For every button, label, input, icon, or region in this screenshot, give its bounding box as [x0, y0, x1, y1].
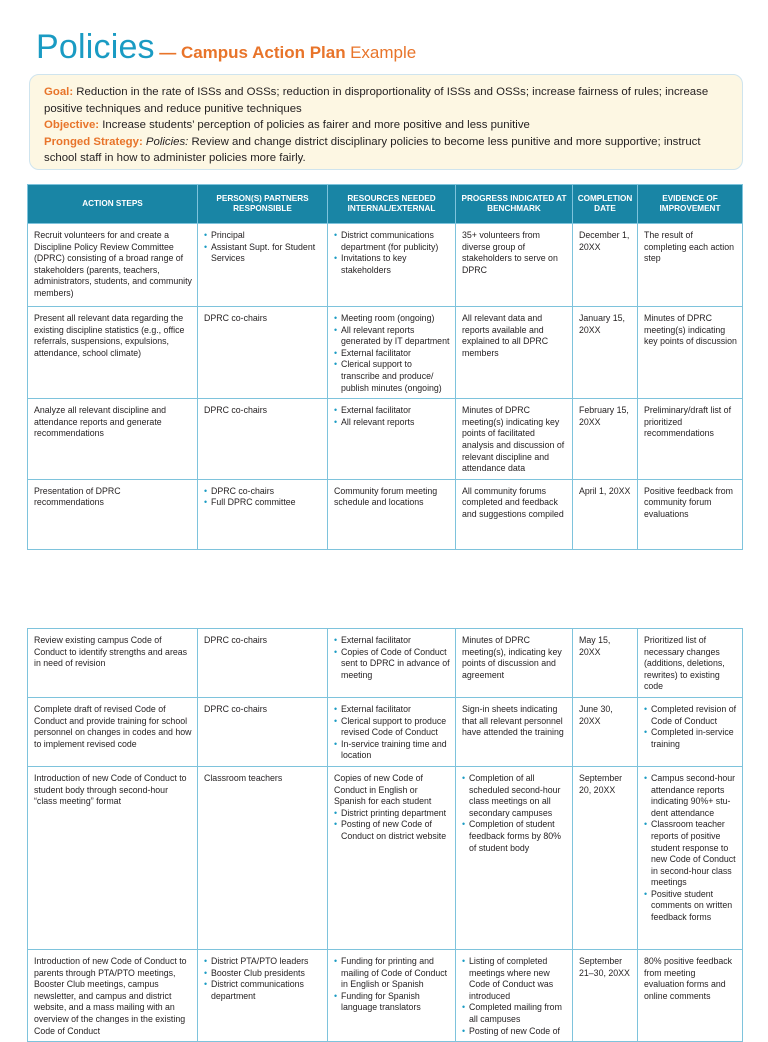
action-cell: Analyze all relevant discipline and attendance reports and generate recommendations — [28, 399, 198, 480]
goal-label: Goal: — [44, 86, 74, 98]
date-cell: September 20, 20XX — [573, 766, 638, 949]
list-item: • External facilitator — [334, 405, 450, 417]
goal-line — [44, 84, 728, 117]
persons-cell: DPRC co-chairs — [198, 697, 328, 766]
progress-cell: Minutes of DPRC meeting(s), indicating key points of discussion and agreement — [456, 629, 573, 698]
list-item: • Funding for Spanish language translators — [334, 991, 450, 1014]
list-item: • External facilitator — [334, 704, 450, 716]
list-item: • Completion of student feedback forms by 80% of student body — [462, 819, 567, 854]
persons-cell: DPRC co-chairs — [198, 629, 328, 698]
list-item: • In-service training time and location — [334, 739, 450, 762]
persons-cell: DPRC co-chairs — [198, 307, 328, 399]
persons-cell — [198, 479, 328, 549]
header-action-steps: ACTION STEPS — [28, 185, 198, 224]
action-cell: Introduction of new Code of Conduct to parents through PTA/PTO meetings, Booster Club meetings, campus newsletter, and campus and district website, and a mass mailing with an overview of the changes in the existing Code of Conduct — [28, 949, 198, 1041]
resources-cell — [328, 766, 456, 949]
date-cell: June 30, 20XX — [573, 697, 638, 766]
list-item: • Positive student comments on written feedback forms — [644, 889, 737, 924]
progress-cell: Minutes of DPRC meeting(s) indicating key points of facilitated analysis and discussion of relevant discipline and attendance data — [456, 399, 573, 480]
persons-cell — [198, 224, 328, 307]
evidence-cell: Positive feedback from community forum evaluations — [638, 479, 743, 549]
objective-text: Increase students’ perception of policies as fairer and more positive and less punitive — [102, 119, 530, 132]
table-row — [28, 949, 743, 1041]
list-item: • Completed mailing from all campuses — [462, 1002, 567, 1025]
evidence-cell: The result of completing each action step — [638, 224, 743, 307]
title-subtitle: — Campus Action Plan — [159, 43, 346, 62]
list-item: • Classroom teacher reports of positive student response to new Code of Conduct in second-hour class meetings — [644, 819, 737, 889]
action-cell: Complete draft of revised Code of Conduct and provide training for school personnel on changes in codes and how to implement revised code — [28, 697, 198, 766]
list-item: • DPRC co-chairs — [204, 486, 322, 498]
list-item: • Clerical support to produce revised Code of Conduct — [334, 716, 450, 739]
evidence-cell — [638, 697, 743, 766]
list-item: • Listing of completed meetings where new Code of Conduct was introduced — [462, 956, 567, 1002]
action-cell: Introduction of new Code of Conduct to student body through second-hour “class meeting” format — [28, 766, 198, 949]
header-completion-date: COMPLETION DATE — [573, 185, 638, 224]
date-cell: February 15, 20XX — [573, 399, 638, 480]
list-item: • Full DPRC committee — [204, 497, 322, 509]
goal-text: Reduction in the rate of ISSs and OSSs; reduction in disproportionality of ISSs and OSSs; increase fairness of rules; increase positive techniques and reduce punitive techniques — [44, 86, 709, 115]
title-main: Policies — [36, 28, 155, 66]
list-item: • Copies of Code of Conduct sent to DPRC in advance of meeting — [334, 647, 450, 682]
goal-summary-box — [29, 74, 743, 170]
table-row — [28, 697, 743, 766]
evidence-cell: 80% positive feedback from meeting evaluation forms and online comments — [638, 949, 743, 1041]
list-item: • Clerical support to transcribe and produce/ publish minutes (ongoing) — [334, 359, 450, 394]
date-cell: May 15, 20XX — [573, 629, 638, 698]
list-item: • Campus second-hour attendance reports indicating 90%+ stu-dent attendance — [644, 773, 737, 819]
table-row — [28, 224, 743, 307]
resources-cell: Community forum meeting schedule and locations — [328, 479, 456, 549]
list-item: • Completed in-service training — [644, 727, 737, 750]
date-cell: December 1, 20XX — [573, 224, 638, 307]
list-item: • External facilitator — [334, 635, 450, 647]
resources-cell — [328, 697, 456, 766]
objective-line — [44, 117, 728, 134]
list-item: • Booster Club presidents — [204, 968, 322, 980]
evidence-cell: Preliminary/draft list of prioritized recommendations — [638, 399, 743, 480]
resources-cell — [328, 949, 456, 1041]
date-cell: January 15, 20XX — [573, 307, 638, 399]
table-row — [28, 766, 743, 949]
resources-cell — [328, 629, 456, 698]
progress-cell: Sign-in sheets indicating that all relevant personnel have attended the training — [456, 697, 573, 766]
progress-cell — [456, 949, 573, 1041]
resources-cell — [328, 399, 456, 480]
list-item: • All relevant reports — [334, 417, 450, 429]
persons-cell: DPRC co-chairs — [198, 399, 328, 480]
evidence-cell — [638, 766, 743, 949]
strategy-italic: Policies: — [145, 135, 189, 148]
list-item: • Completed revision of Code of Conduct — [644, 704, 737, 727]
title-suffix: Example — [350, 43, 417, 62]
action-cell: Recruit volunteers for and create a Discipline Policy Review Committee (DPRC) consisting of a broad range of stakeholders (parents, teachers, administrators, students, and community members) — [28, 224, 198, 307]
date-cell: April 1, 20XX — [573, 479, 638, 549]
table-row — [28, 629, 743, 698]
list-item: • Invitations to key stakeholders — [334, 253, 450, 276]
evidence-cell: Minutes of DPRC meeting(s) indicating key points of discussion — [638, 307, 743, 399]
header-persons: PERSON(S) PARTNERS RESPONSIBLE — [198, 185, 328, 224]
table-row — [28, 307, 743, 399]
resources-cell — [328, 307, 456, 399]
header-resources: RESOURCES NEEDED INTERNAL/EXTERNAL — [328, 185, 456, 224]
objective-label: Objective: — [44, 119, 100, 132]
list-item: • Posting of new Code of Conduct on district website — [334, 819, 450, 842]
header-evidence: EVIDENCE OF IMPROVEMENT — [638, 185, 743, 224]
list-item: • Assistant Supt. for Student Services — [204, 242, 322, 265]
strategy-label: Pronged Strategy: — [44, 135, 143, 148]
list-item: • All relevant reports generated by IT department — [334, 325, 450, 348]
list-item: • Meeting room (ongoing) — [334, 313, 450, 325]
header-progress: PROGRESS INDICATED AT BENCHMARK — [456, 185, 573, 224]
date-cell: September 21–30, 20XX — [573, 949, 638, 1041]
progress-cell: All relevant data and reports available and explained to all DPRC members — [456, 307, 573, 399]
action-cell: Presentation of DPRC recommendations — [28, 479, 198, 549]
resources-text: Copies of new Code of Conduct in English or Spanish for each student — [334, 772, 432, 807]
list-item: • District PTA/PTO leaders — [204, 956, 322, 968]
evidence-cell: Prioritized list of necessary changes (additions, deletions, rewrites) to existing code — [638, 629, 743, 698]
list-item: • District communications department — [204, 979, 322, 1002]
action-cell: Present all relevant data regarding the existing discipline statistics (e.g., office referrals, suspensions, expulsions, attendance, school climate) — [28, 307, 198, 399]
table-header-row — [28, 185, 743, 224]
persons-cell — [198, 949, 328, 1041]
progress-cell: 35+ volunteers from diverse group of stakeholders to serve on DPRC — [456, 224, 573, 307]
strategy-text: Review and change district disciplinary policies to become less punitive and more supportive; instruct school staff in how to administer policies more fairly. — [44, 135, 701, 165]
list-item: • District communications department (for publicity) — [334, 230, 450, 253]
progress-cell — [456, 766, 573, 949]
resources-cell — [328, 224, 456, 307]
list-item: • Funding for printing and mailing of Code of Conduct in English or Spanish — [334, 956, 450, 991]
list-item: • Completion of all scheduled second-hour class meetings on all secondary campuses — [462, 773, 567, 819]
persons-cell: Classroom teachers — [198, 766, 328, 949]
list-item: • District printing department — [334, 808, 450, 820]
table-row — [28, 399, 743, 480]
table-row — [28, 479, 743, 549]
action-plan-table-1 — [27, 184, 743, 550]
list-item: • Posting of new Code of — [462, 1026, 567, 1038]
list-item: • Principal — [204, 230, 322, 242]
progress-cell: All community forums completed and feedback and suggestions compiled — [456, 479, 573, 549]
list-item: • External facilitator — [334, 348, 450, 360]
page-title — [36, 28, 416, 67]
strategy-line — [44, 134, 728, 167]
action-cell: Review existing campus Code of Conduct to identify strengths and areas in need of revision — [28, 629, 198, 698]
action-plan-table-2 — [27, 628, 743, 1042]
